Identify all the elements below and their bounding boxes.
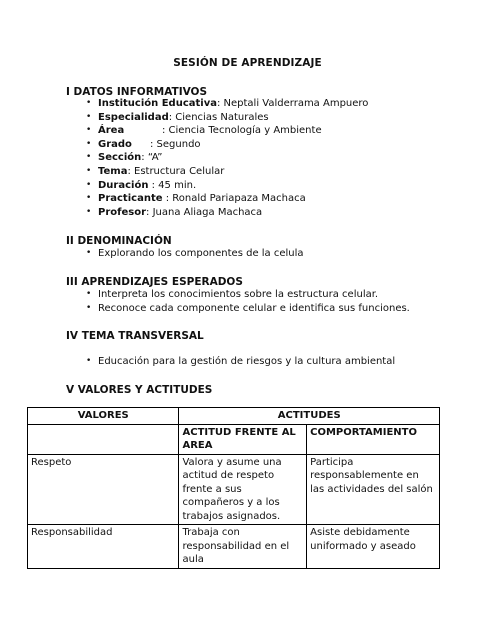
item-label: Grado	[98, 138, 132, 150]
item-value: : Juana Aliaga Machaca	[146, 206, 263, 218]
header-actitudes: ACTITUDES	[179, 408, 440, 425]
item-value: : Segundo	[150, 138, 201, 150]
item-label: Practicante	[98, 193, 163, 205]
header-valores: VALORES	[28, 408, 179, 425]
subheader-comportamiento: COMPORTAMIENTO	[307, 424, 440, 454]
cell-comportamiento: Participa responsablemente en las actividades del salón	[307, 454, 440, 525]
item-value: : “A”	[141, 152, 163, 164]
section-heading-denominacion: II DENOMINACIÓN	[66, 235, 172, 247]
document-title: SESIÓN DE APRENDIZAJE	[173, 57, 322, 69]
list-item	[88, 124, 368, 138]
denominacion-list	[88, 247, 304, 261]
item-label: Especialidad	[98, 111, 169, 123]
list-item	[88, 111, 368, 125]
subheader-empty	[28, 424, 179, 454]
cell-comportamiento: Asiste debidamente uniformado y aseado	[307, 525, 440, 569]
item-value: : Ronald Pariapaza Machaca	[162, 193, 306, 205]
list-item	[88, 206, 368, 220]
list-item	[88, 179, 368, 193]
table-row	[28, 454, 440, 525]
valores-actitudes-table	[27, 407, 440, 569]
item-value: : Ciencias Naturales	[168, 111, 269, 123]
item-label: Área	[98, 125, 125, 137]
cell-actitud: Valora y asume una actitud de respeto frente a sus compañeros y a los trabajos asignados.	[179, 454, 307, 525]
section-heading-valores-actitudes: V VALORES Y ACTITUDES	[66, 384, 213, 396]
list-item: • Explorando los componentes de la celula	[88, 247, 304, 261]
section-heading-datos-informativos: I DATOS INFORMATIVOS	[66, 86, 208, 98]
aprendizajes-list	[88, 288, 410, 315]
section-heading-tema-transversal: IV TEMA TRANSVERSAL	[66, 330, 204, 342]
table-subheader-row	[28, 424, 440, 454]
cell-valor: Responsabilidad	[28, 525, 179, 569]
list-item	[88, 151, 368, 165]
list-item	[88, 165, 368, 179]
datos-informativos-list	[88, 97, 368, 219]
cell-actitud: Trabaja con responsabilidad en el aula	[179, 525, 307, 569]
list-item	[88, 192, 368, 206]
item-label: Sección	[98, 152, 142, 164]
item-value: : Estructura Celular	[127, 165, 225, 177]
table-header-row	[28, 408, 440, 425]
item-label: Institución Educativa	[98, 98, 217, 109]
list-item	[88, 97, 368, 111]
item-value: : Ciencia Tecnología y Ambiente	[162, 125, 322, 137]
section-heading-aprendizajes: III APRENDIZAJES ESPERADOS	[66, 276, 243, 288]
item-value: : 45 min.	[148, 179, 197, 191]
item-label: Profesor	[98, 206, 147, 218]
cell-valor: Respeto	[28, 454, 179, 525]
item-label: Tema	[98, 165, 128, 177]
list-item: • Educación para la gestión de riesgos y la cultura ambiental	[88, 355, 395, 369]
list-item: • Reconoce cada componente celular e identifica sus funciones.	[88, 302, 410, 316]
tema-transversal-list	[88, 355, 395, 369]
list-item: • Interpreta los conocimientos sobre la estructura celular.	[88, 288, 410, 302]
table-row	[28, 525, 440, 569]
list-item	[88, 138, 368, 152]
item-value: : Neptali Valderrama Ampuero	[216, 98, 369, 109]
item-label: Duración	[98, 179, 149, 191]
subheader-actitud: ACTITUD FRENTE AL AREA	[179, 424, 307, 454]
